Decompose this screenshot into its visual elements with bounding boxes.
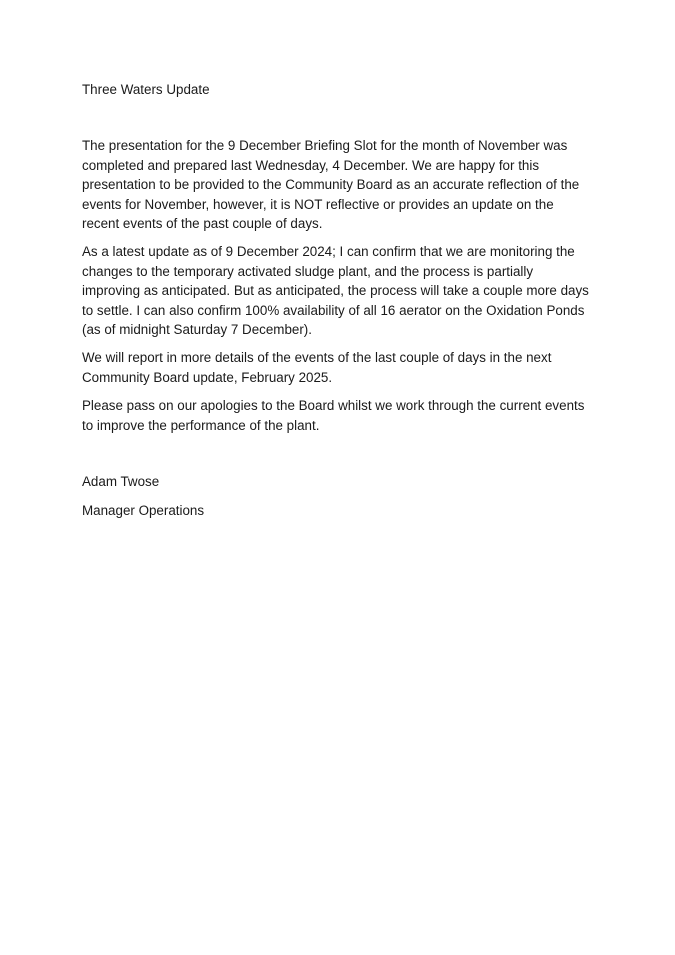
signature-block: [82, 472, 594, 520]
paragraph-apologies: Please pass on our apologies to the Board whilst we work through the current events to improve the performance of the plant.: [82, 398, 585, 433]
signature-name: Adam Twose: [82, 474, 160, 490]
document-title: Three Waters Update: [82, 82, 210, 97]
document-body: [82, 80, 594, 520]
paragraph-next-report: We will report in more details of the events of the last couple of days in the next Community Board update, February 2025.: [82, 350, 552, 385]
paragraph-latest-update: As a latest update as of 9 December 2024; I can confirm that we are monitoring the changes to the temporary activated sludge plant, and the process is partially improving as anticipated. But as anticipated, the process will take a couple more days to settle. I can also confirm 100% availability of all 16 aerator on the Oxidation Ponds (as of midnight Saturday 7 December).: [82, 244, 589, 338]
paragraph-presentation-note: The presentation for the 9 December Briefing Slot for the month of November was completed and prepared last Wednesday, 4 December. We are happy for this presentation to be provided to the Community Board as an accurate reflection of the events for November, however, it is NOT reflective or provides an update on the recent events of the past couple of days.: [82, 138, 580, 232]
signature-role: Manager Operations: [82, 502, 205, 518]
